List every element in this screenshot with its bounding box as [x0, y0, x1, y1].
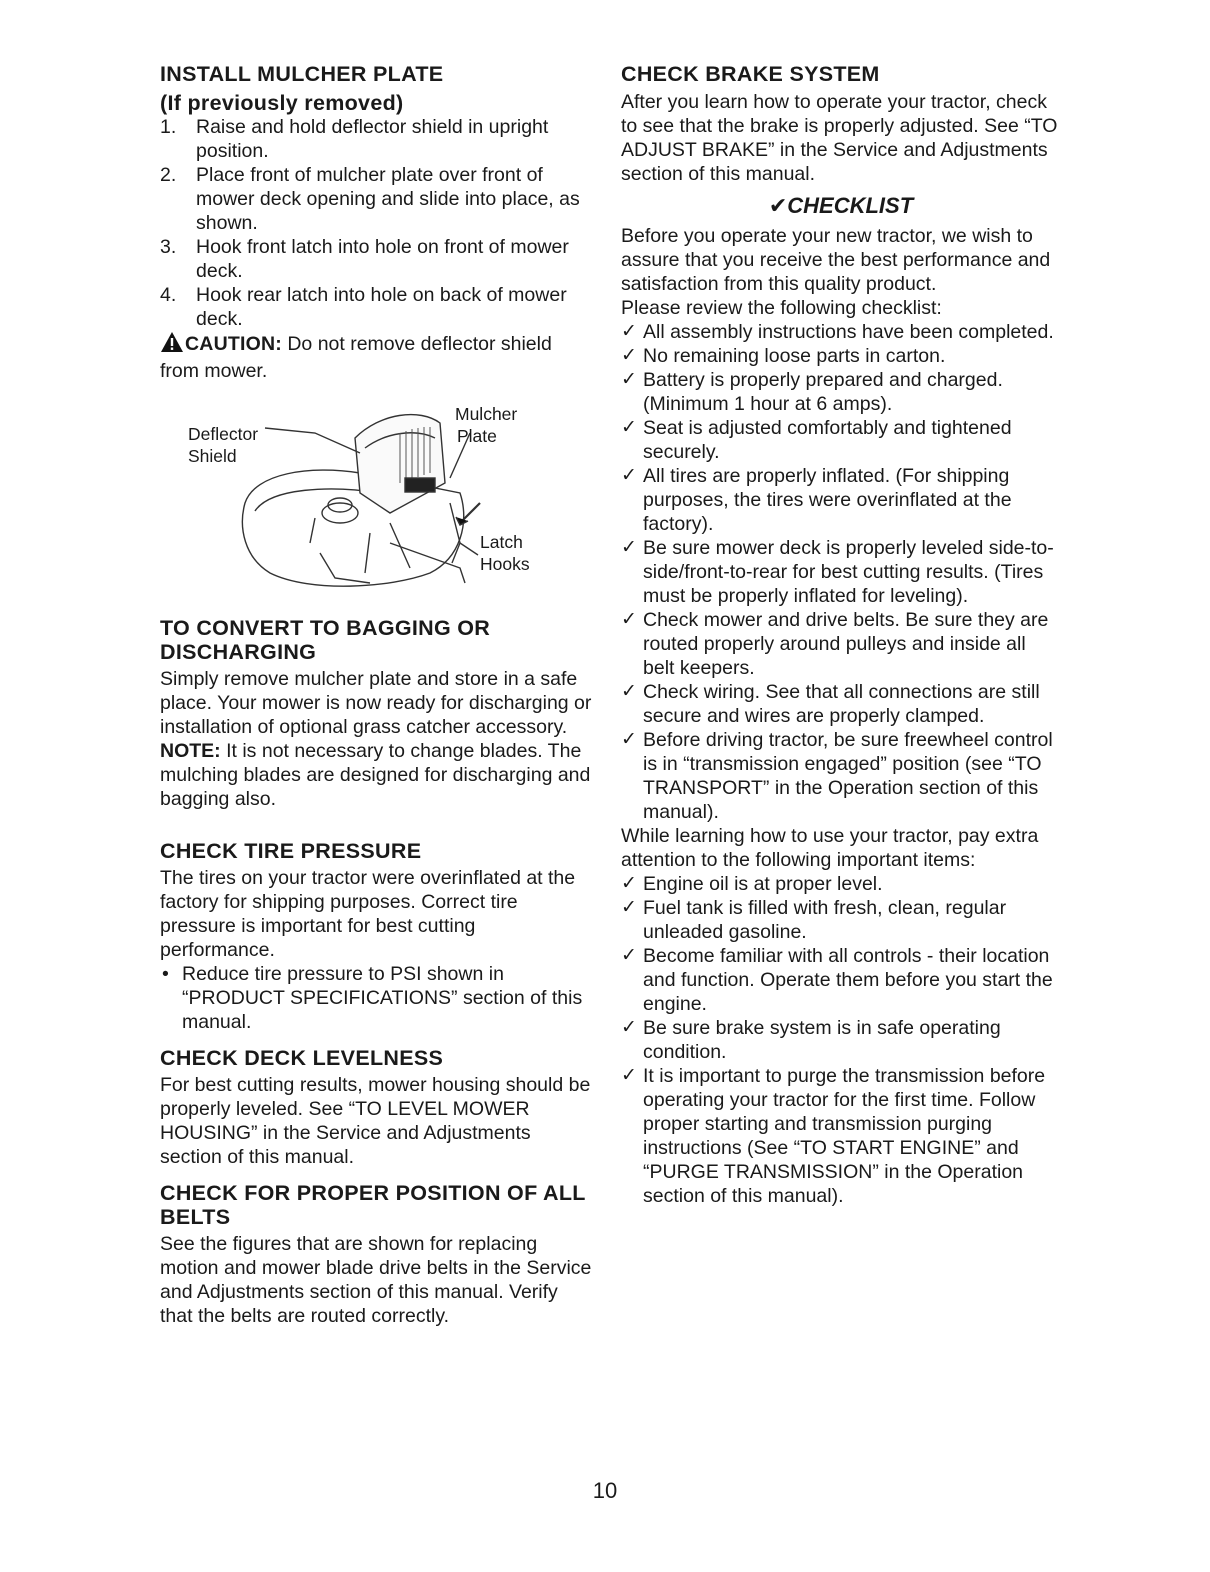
list-item: 1. Raise and hold deflector shield in upright position. — [160, 116, 549, 162]
convert-body: Simply remove mulcher plate and store in a safe place. Your mower is now ready for discharging or installation of optional grass catcher accessory. — [160, 668, 592, 738]
deflector-shield-label: Deflector Shield — [188, 424, 259, 466]
caution-text: Do not remove deflector shield from mower. — [160, 333, 552, 382]
deck-levelness-body: For best cutting results, mower housing should be properly leveled. See “TO LEVEL MOWER HOUSING” in the Service and Adjustments section of this manual. — [160, 1074, 591, 1168]
list-item: ✓ It is important to purge the transmission before operating your tractor for the first time. Follow proper starting and transmission purging instructions (See “TO START ENGINE” and “PURGE TRANSMISSION” in the Operation section of this manual). — [621, 1065, 1046, 1207]
list-item: ✓ Be sure brake system is in safe operating condition. — [621, 1017, 1001, 1063]
right-column — [621, 62, 1061, 1208]
left-column — [160, 62, 595, 1328]
tire-pressure-heading: CHECK TIRE PRESSURE — [160, 839, 422, 863]
check-icon: ✓ — [621, 417, 637, 438]
list-item: ✓ Check mower and drive belts. Be sure they are routed properly around pulleys and inside all belt keepers. — [621, 609, 1049, 679]
mulcher-plate-label: Mulcher Plate — [455, 404, 518, 446]
latch-hooks-label: Latch Hooks — [480, 532, 530, 574]
check-icon: ✓ — [621, 1017, 637, 1038]
list-item: ✓ Seat is adjusted comfortably and tightened securely. — [621, 417, 1012, 463]
tire-pressure-body: The tires on your tractor were overinflated at the factory for shipping purposes. Correct tire pressure is important for best cutting performance. — [160, 867, 576, 961]
list-item: 2. Place front of mulcher plate over front of mower deck opening and slide into place, as shown. — [160, 164, 580, 234]
check-icon: ✓ — [621, 1065, 637, 1086]
mulcher-plate-figure — [160, 393, 595, 608]
list-item: ✓ Battery is properly prepared and charged. (Minimum 1 hour at 6 amps). — [621, 369, 1003, 415]
check-icon: ✓ — [621, 465, 637, 486]
belts-heading: CHECK FOR PROPER POSITION OF ALL BELTS — [160, 1181, 586, 1229]
brake-heading: CHECK BRAKE SYSTEM — [621, 62, 880, 86]
checklist-learning: While learning how to use your tractor, pay extra attention to the following important items: — [621, 825, 1039, 871]
check-icon: ✓ — [621, 321, 637, 342]
caution-note — [160, 331, 595, 383]
checklist-intro: Before you operate your new tractor, we wish to assure that you receive the best performance and satisfaction from this quality product. — [621, 225, 1051, 295]
list-item: • Reduce tire pressure to PSI shown in “PRODUCT SPECIFICATIONS” section of this manual. — [162, 963, 583, 1033]
list-item: ✓ No remaining loose parts in carton. — [621, 345, 946, 367]
check-icon: ✓ — [621, 681, 637, 702]
list-item: ✓ Engine oil is at proper level. — [621, 873, 883, 895]
list-item: ✓ Be sure mower deck is properly leveled side-to-side/front-to-rear for best cutting results. (Tires must be properly inflated for leveling). — [621, 537, 1054, 607]
list-item: ✓ All tires are properly inflated. (For shipping purposes, the tires were overinflated at the factory). — [621, 465, 1012, 535]
install-mulcher-heading: INSTALL MULCHER PLATE — [160, 62, 444, 86]
checklist-items-important — [621, 872, 1061, 1208]
check-icon: ✓ — [621, 897, 637, 918]
list-item: ✓ All assembly instructions have been completed. — [621, 321, 1054, 343]
list-item: ✓ Become familiar with all controls - their location and function. Operate them before you start the engine. — [621, 945, 1053, 1015]
checklist-heading: ✔CHECKLIST — [768, 193, 914, 218]
convert-heading: TO CONVERT TO BAGGING OR DISCHARGING — [160, 616, 491, 664]
checklist-review: Please review the following checklist: — [621, 297, 942, 319]
check-icon: ✓ — [621, 345, 637, 366]
brake-body: After you learn how to operate your tractor, check to see that the brake is properly adjusted. See “TO ADJUST BRAKE” in the Service and Adjustments section of this manual. — [621, 91, 1058, 185]
list-item: ✓ Fuel tank is filled with fresh, clean, regular unleaded gasoline. — [621, 897, 1007, 943]
install-mulcher-subheading: (If previously removed) — [160, 91, 404, 115]
list-item: ✓ Check wiring. See that all connections are still secure and wires are properly clamped. — [621, 681, 1040, 727]
checklist-items — [621, 320, 1061, 824]
list-item: ✓ Before driving tractor, be sure freewheel control is in “transmission engaged” position (see “TO TRANSPORT” in the Operation section of this manual). — [621, 729, 1053, 823]
check-icon: ✓ — [621, 609, 637, 630]
check-icon: ✓ — [621, 537, 637, 558]
page-number: 10 — [592, 1478, 618, 1503]
convert-note: NOTE: It is not necessary to change blades. The mulching blades are designed for discharging and bagging also. — [160, 740, 591, 810]
check-icon: ✓ — [621, 873, 637, 894]
list-item: 4. Hook rear latch into hole on back of mower deck. — [160, 284, 567, 330]
check-icon: ✓ — [621, 945, 637, 966]
belts-body: See the figures that are shown for replacing motion and mower blade drive belts in the Service and Adjustments section of this manual. Verify that the belts are routed correctly. — [160, 1233, 592, 1327]
check-icon: ✓ — [621, 369, 637, 390]
list-item: 3. Hook front latch into hole on front of mower deck. — [160, 236, 569, 282]
tire-pressure-bullets — [160, 962, 595, 1034]
warning-icon — [160, 331, 184, 359]
check-icon: ✓ — [621, 729, 637, 750]
mulcher-steps — [160, 115, 595, 331]
caution-label: CAUTION: — [185, 333, 282, 355]
deck-levelness-heading: CHECK DECK LEVELNESS — [160, 1046, 444, 1070]
